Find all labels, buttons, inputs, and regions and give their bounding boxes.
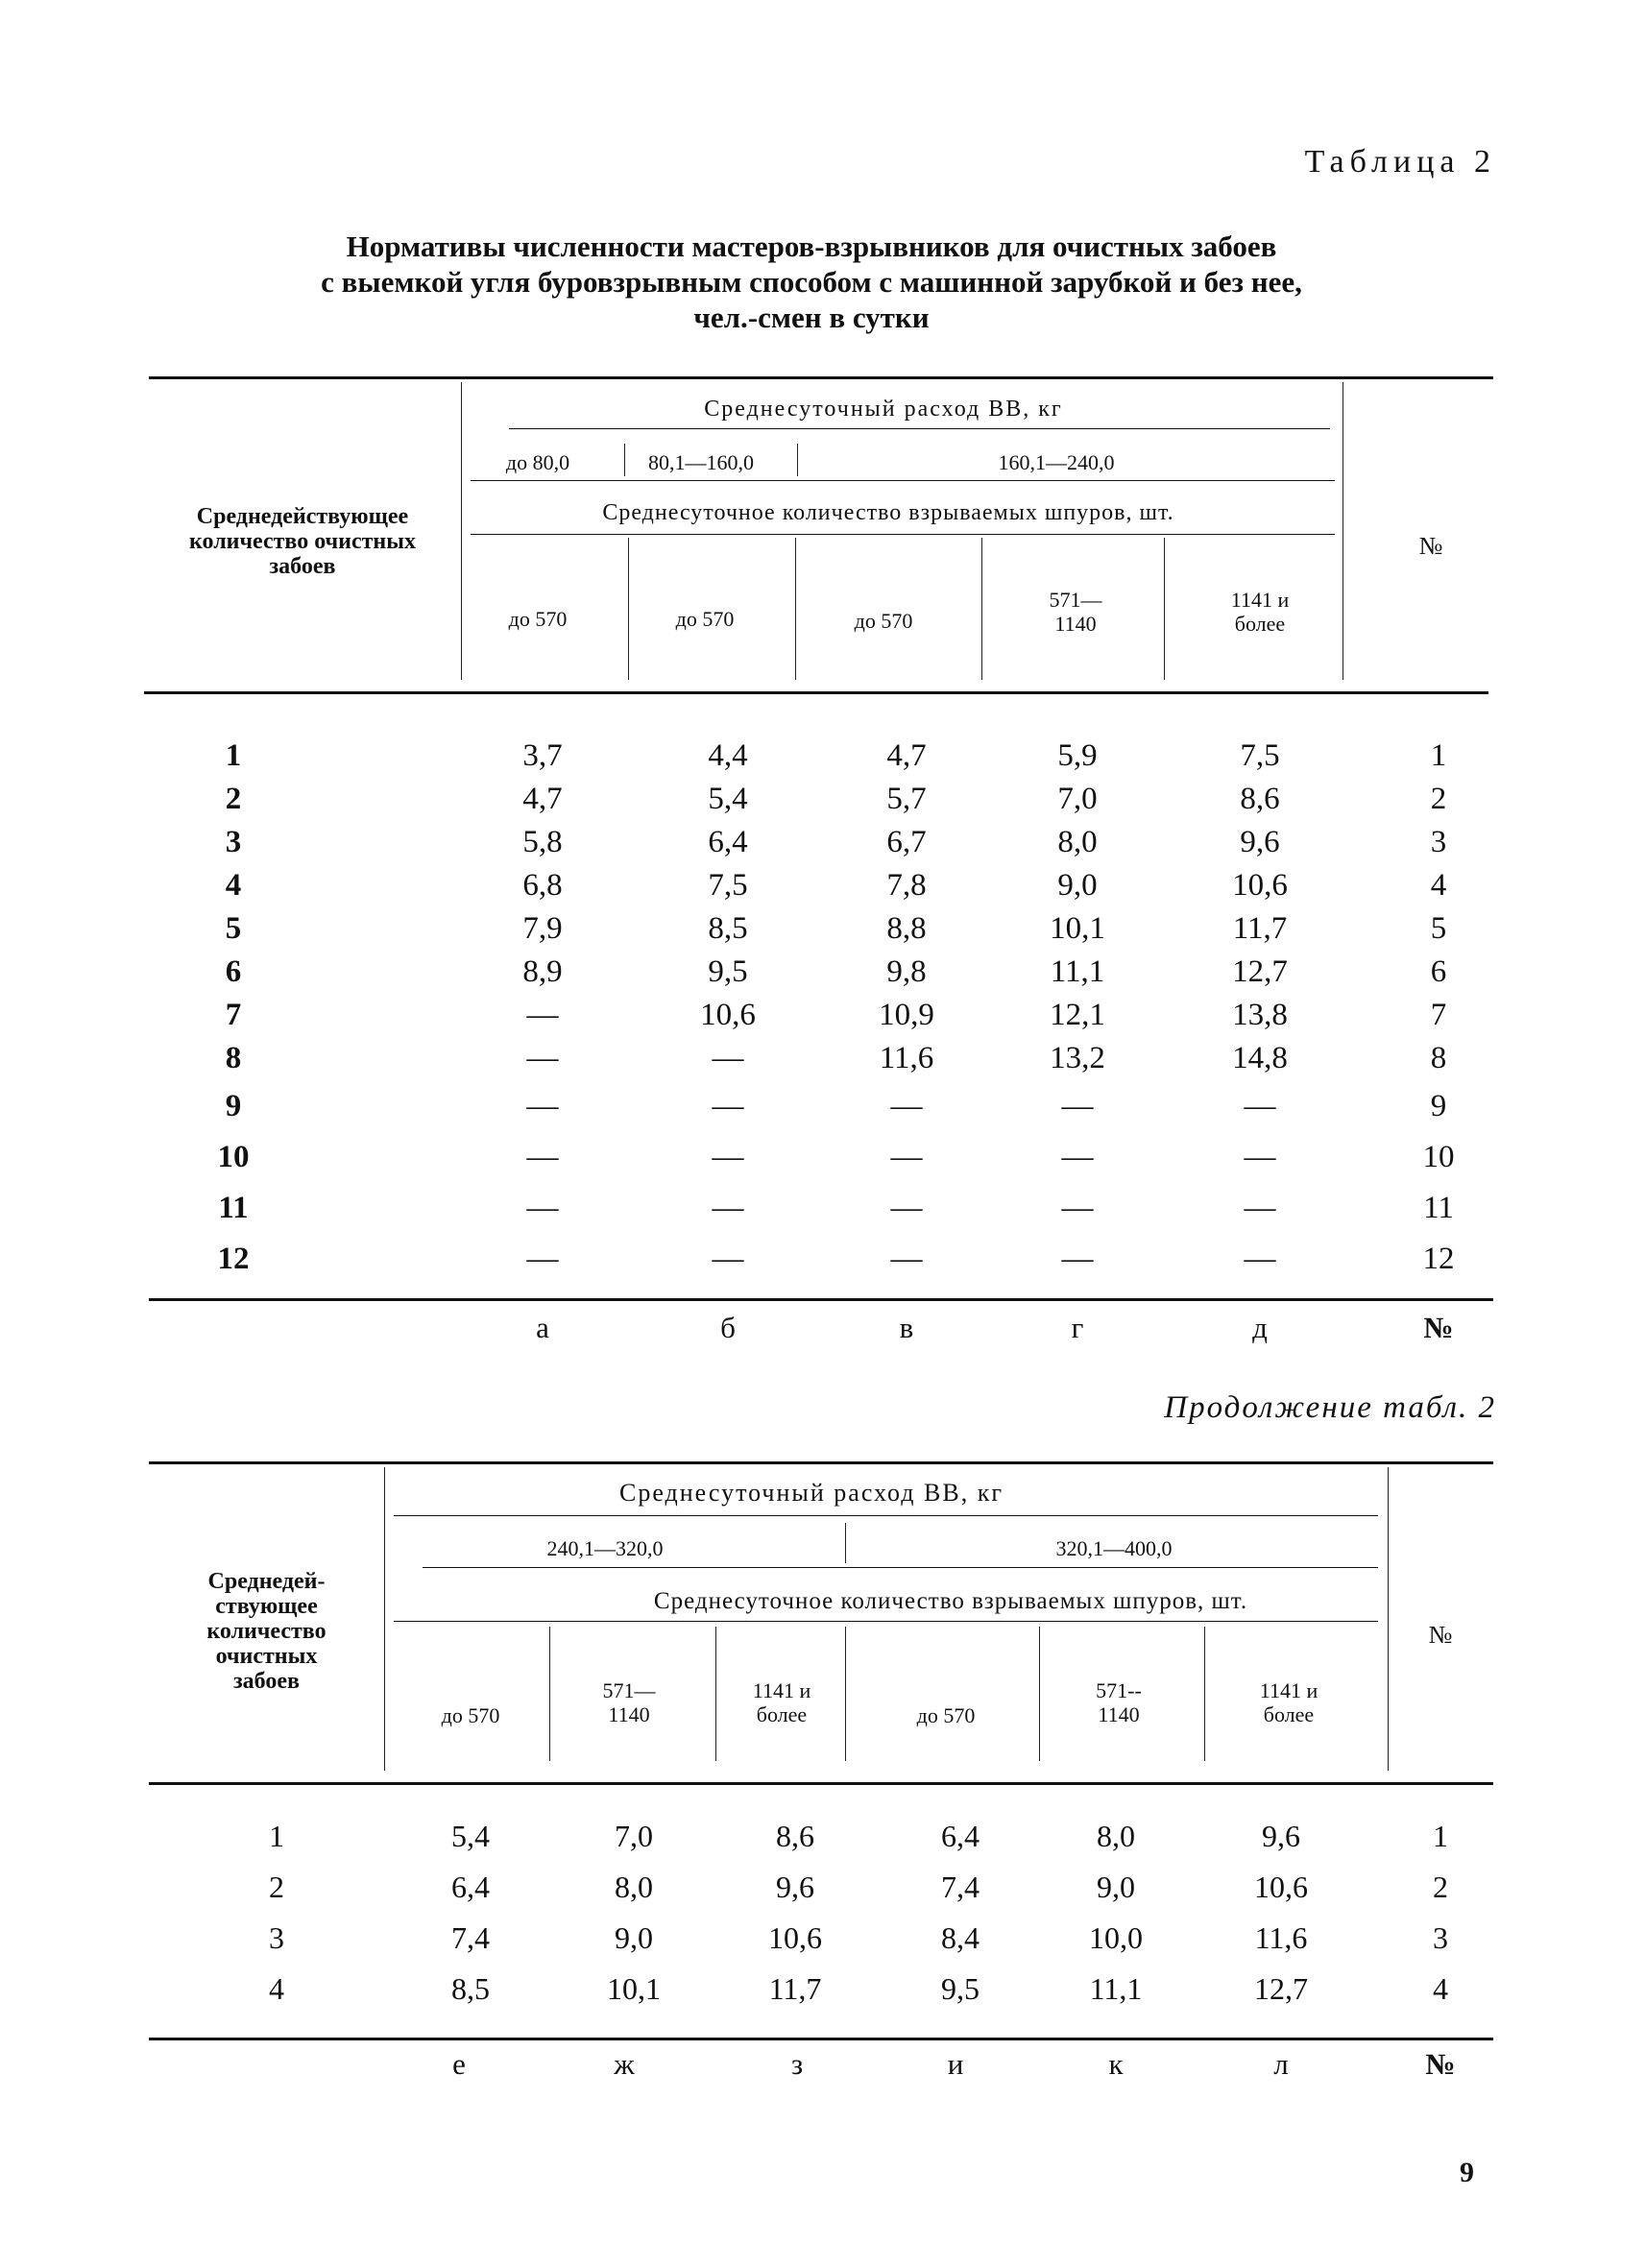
table-cell: —: [526, 1041, 559, 1075]
column-header-line: 1140: [1054, 612, 1097, 636]
column-header-line: более: [756, 1702, 808, 1726]
row-index: 12: [1422, 1242, 1455, 1276]
table-cell: 9,8: [886, 954, 927, 989]
column-header: [1212, 1678, 1366, 1726]
table-cell: 8,4: [941, 1920, 980, 1955]
num-header: №: [1428, 1621, 1453, 1649]
table-cell: 9,6: [776, 1870, 814, 1904]
table-cell: 11,7: [768, 1971, 822, 2006]
header-rule: [394, 1621, 1378, 1622]
table-cell: 5,4: [451, 1819, 490, 1853]
table-cell: 10,6: [1254, 1870, 1308, 1904]
column-header: [999, 588, 1152, 636]
table-cell: 8,5: [708, 911, 748, 946]
table-cell: 6,4: [941, 1819, 980, 1853]
column-header-line: до 570: [441, 1703, 500, 1727]
table-cell: 7,5: [1240, 738, 1280, 773]
table-cell: —: [712, 1242, 744, 1276]
column-divider: [624, 444, 625, 476]
table-cell: 10,1: [607, 1971, 661, 2006]
column-divider: [549, 1627, 550, 1761]
table-bottom-rule: [149, 2038, 1493, 2040]
range-label: до 80,0: [505, 450, 570, 474]
table-cell: 12,7: [1232, 954, 1288, 989]
table-cell: 7,4: [941, 1870, 980, 1904]
row-header-line: ствующее: [215, 1594, 318, 1619]
table-cell: 7,0: [615, 1819, 653, 1853]
row-number: 2: [269, 1870, 284, 1904]
header-rule: [471, 480, 1335, 481]
row-number: 1: [225, 738, 242, 773]
table-cell: 8,9: [522, 954, 563, 989]
row-header-line: забоев: [233, 1669, 300, 1694]
row-index: 5: [1430, 911, 1447, 946]
column-header: [1183, 588, 1337, 636]
table-cell: —: [890, 1242, 923, 1276]
row-header-line: Среднедействующее: [196, 504, 409, 529]
row-header-line: забоев: [269, 554, 336, 579]
table-cell: 12,7: [1254, 1971, 1308, 2006]
column-letter: з: [790, 2047, 804, 2081]
table-cell: 8,0: [1097, 1819, 1135, 1853]
table-cell: 4,7: [522, 782, 563, 816]
header-rule: [471, 534, 1335, 535]
sub-header: Среднесуточное количество взрываемых шпуров, шт.: [653, 1588, 1248, 1614]
table-cell: —: [526, 1089, 559, 1123]
column-header-line: 571--: [1096, 1678, 1142, 1702]
table-cell: —: [712, 1089, 744, 1123]
table-cell: —: [526, 1242, 559, 1276]
row-index: 2: [1433, 1870, 1448, 1904]
column-header: [471, 607, 605, 631]
table-cell: 12,1: [1050, 998, 1105, 1032]
table-cell: —: [712, 1191, 744, 1225]
table-cell: 5,4: [708, 782, 748, 816]
table-cell: 10,6: [700, 998, 756, 1032]
column-letter: к: [1108, 2047, 1124, 2081]
table-label: Таблица 2: [1304, 144, 1496, 180]
header-bottom-rule: [149, 1782, 1493, 1785]
column-letter-num: №: [1423, 1311, 1454, 1344]
column-header: [638, 607, 772, 631]
column-header: [399, 1703, 543, 1727]
column-header-line: 571—: [602, 1678, 656, 1702]
column-header-line: более: [1263, 1702, 1315, 1726]
range-label: 320,1—400,0: [1055, 1536, 1173, 1560]
table-cell: 5,7: [886, 782, 927, 816]
row-number: 7: [225, 998, 242, 1032]
range-label: 240,1—320,0: [546, 1536, 664, 1560]
table-cell: 7,9: [522, 911, 563, 946]
row-header-line: количество: [206, 1619, 327, 1644]
table-cell: 5,8: [522, 825, 563, 859]
column-divider: [384, 1467, 385, 1771]
row-header: [149, 1569, 384, 1694]
row-header-line: очистных: [215, 1644, 318, 1669]
title-line: с выемкой угля буровзрывным способом с машинной зарубкой и без нее,: [321, 265, 1302, 299]
row-index: 7: [1430, 998, 1447, 1032]
row-number: 11: [218, 1191, 249, 1225]
column-header-line: 1141 и: [1230, 588, 1290, 612]
table-cell: 10,6: [768, 1920, 822, 1955]
table-cell: 7,0: [1057, 782, 1098, 816]
table-cell: 6,4: [708, 825, 748, 859]
table-cell: 10,0: [1089, 1920, 1143, 1955]
column-header: [557, 1678, 701, 1726]
table-cell: 10,1: [1050, 911, 1105, 946]
table-cell: —: [1244, 1242, 1276, 1276]
row-number: 2: [225, 782, 242, 816]
table-cell: —: [526, 1140, 559, 1174]
table-cell: 11,1: [1050, 954, 1105, 989]
column-header-line: 571—: [1049, 588, 1102, 612]
row-number: 6: [225, 954, 242, 989]
column-divider: [1164, 538, 1165, 680]
row-header: [144, 504, 461, 579]
table-cell: 8,5: [451, 1971, 490, 2006]
column-divider: [461, 382, 462, 680]
column-letter: г: [1071, 1311, 1084, 1344]
header-rule: [394, 1515, 1378, 1516]
row-number: 4: [225, 868, 242, 903]
column-divider: [715, 1627, 716, 1761]
table-cell: 9,0: [1097, 1870, 1135, 1904]
table-cell: 11,7: [1232, 911, 1288, 946]
column-divider: [1039, 1627, 1040, 1761]
table-cell: 3,7: [522, 738, 563, 773]
column-header-line: до 570: [916, 1703, 976, 1727]
row-index: 2: [1430, 782, 1447, 816]
table-cell: —: [712, 1140, 744, 1174]
header-rule: [509, 428, 1330, 429]
title-line: чел.-смен в сутки: [693, 301, 930, 334]
row-number: 12: [217, 1242, 250, 1276]
table-cell: 4,4: [708, 738, 748, 773]
table-cell: —: [890, 1191, 923, 1225]
table-cell: —: [890, 1089, 923, 1123]
column-header-line: 1141 и: [1259, 1678, 1318, 1702]
table-top-rule: [149, 1461, 1493, 1464]
table-top-rule: [149, 376, 1493, 379]
header-rule: [423, 1567, 1378, 1568]
column-header-line: до 570: [675, 607, 735, 631]
row-index: 8: [1430, 1041, 1447, 1075]
table-cell: 9,6: [1240, 825, 1280, 859]
row-index: 4: [1430, 868, 1447, 903]
table-cell: 9,6: [1262, 1819, 1300, 1853]
sub-header: Среднесуточное количество взрываемых шпуров, шт.: [602, 500, 1174, 525]
table-cell: 7,4: [451, 1920, 490, 1955]
row-index: 1: [1433, 1819, 1448, 1853]
row-header-line: Среднедей-: [207, 1569, 326, 1594]
column-divider: [845, 1627, 846, 1761]
table-cell: 6,8: [522, 868, 563, 903]
row-number: 3: [225, 825, 242, 859]
column-letter: и: [947, 2047, 964, 2081]
row-index: 9: [1430, 1089, 1447, 1123]
table-cell: 9,5: [708, 954, 748, 989]
column-letter: а: [536, 1311, 549, 1344]
column-divider: [845, 1523, 846, 1563]
table-cell: 10,6: [1232, 868, 1288, 903]
title-line: Нормативы численности мастеров-взрывников для очистных забоев: [346, 229, 1277, 263]
table-cell: —: [890, 1140, 923, 1174]
table-cell: 8,6: [776, 1819, 814, 1853]
row-index: 3: [1430, 825, 1447, 859]
num-header: №: [1418, 532, 1443, 560]
column-letter: в: [899, 1311, 914, 1344]
column-header-line: до 570: [854, 609, 913, 633]
row-index: 10: [1422, 1140, 1455, 1174]
table-cell: 4,7: [886, 738, 927, 773]
column-letter: л: [1273, 2047, 1289, 2081]
table-cell: 5,9: [1057, 738, 1098, 773]
row-number: 10: [217, 1140, 250, 1174]
table-cell: 13,8: [1232, 998, 1288, 1032]
table-cell: —: [1244, 1089, 1276, 1123]
column-header-line: до 570: [508, 607, 568, 631]
column-header-line: 1140: [608, 1702, 650, 1726]
table-cell: 8,0: [1057, 825, 1098, 859]
column-header-line: 1141 и: [752, 1678, 811, 1702]
column-header: [874, 1703, 1018, 1727]
column-header: [718, 1678, 845, 1726]
table-cell: —: [1244, 1140, 1276, 1174]
row-index: 11: [1423, 1191, 1454, 1225]
table-cell: —: [1061, 1191, 1094, 1225]
column-letter: д: [1252, 1311, 1268, 1344]
table-cell: —: [1061, 1242, 1094, 1276]
column-letter: ж: [614, 2047, 635, 2081]
row-number: 8: [225, 1041, 242, 1075]
column-divider: [797, 444, 798, 476]
table-cell: 11,1: [1089, 1971, 1143, 2006]
table-cell: 14,8: [1232, 1041, 1288, 1075]
continuation-label: Продолжение табл. 2: [1164, 1390, 1496, 1425]
table-cell: 7,5: [708, 868, 748, 903]
row-number: 5: [225, 911, 242, 946]
table-cell: —: [526, 998, 559, 1032]
table-cell: 11,6: [1254, 1920, 1308, 1955]
range-label: 160,1—240,0: [998, 450, 1115, 474]
row-number: 3: [269, 1920, 284, 1955]
header-bottom-rule: [144, 691, 1488, 694]
column-letter: б: [720, 1311, 736, 1344]
column-divider: [1204, 1627, 1205, 1761]
row-index: 3: [1433, 1920, 1448, 1955]
column-header-line: 1140: [1098, 1702, 1140, 1726]
table-cell: 13,2: [1050, 1041, 1105, 1075]
column-letter-num: №: [1425, 2047, 1456, 2081]
table-cell: —: [1061, 1140, 1094, 1174]
table-cell: 9,0: [615, 1920, 653, 1955]
table-cell: 9,0: [1057, 868, 1098, 903]
table-cell: —: [526, 1191, 559, 1225]
row-number: 9: [225, 1089, 242, 1123]
column-divider: [981, 538, 982, 680]
table-cell: 6,7: [886, 825, 927, 859]
table-cell: 11,6: [879, 1041, 934, 1075]
page-number: 9: [1460, 2157, 1474, 2188]
row-number: 1: [269, 1819, 284, 1853]
table-cell: 6,4: [451, 1870, 490, 1904]
row-index: 6: [1430, 954, 1447, 989]
column-divider: [1388, 1467, 1389, 1771]
table-title: [154, 229, 1469, 335]
column-header-line: более: [1234, 612, 1286, 636]
row-index: 4: [1433, 1971, 1448, 2006]
table-cell: 8,8: [886, 911, 927, 946]
table-cell: 7,8: [886, 868, 927, 903]
table-cell: 9,5: [941, 1971, 980, 2006]
group-header: Среднесуточный расход ВВ, кг: [619, 1479, 1004, 1507]
column-divider: [628, 538, 629, 680]
table-bottom-rule: [149, 1298, 1493, 1301]
row-index: 1: [1430, 738, 1447, 773]
table-cell: 8,6: [1240, 782, 1280, 816]
column-header: [1047, 1678, 1191, 1726]
column-letter: е: [452, 2047, 466, 2081]
table-cell: —: [712, 1041, 744, 1075]
table-cell: —: [1061, 1089, 1094, 1123]
range-label: 80,1—160,0: [648, 450, 754, 474]
column-divider: [795, 538, 796, 680]
table-cell: —: [1244, 1191, 1276, 1225]
group-header: Среднесуточный расход ВВ, кг: [704, 397, 1063, 422]
table-cell: 8,0: [615, 1870, 653, 1904]
row-number: 4: [269, 1971, 284, 2006]
table-cell: 10,9: [879, 998, 934, 1032]
column-header: [816, 609, 951, 633]
row-header-line: количество очистных: [189, 529, 416, 554]
